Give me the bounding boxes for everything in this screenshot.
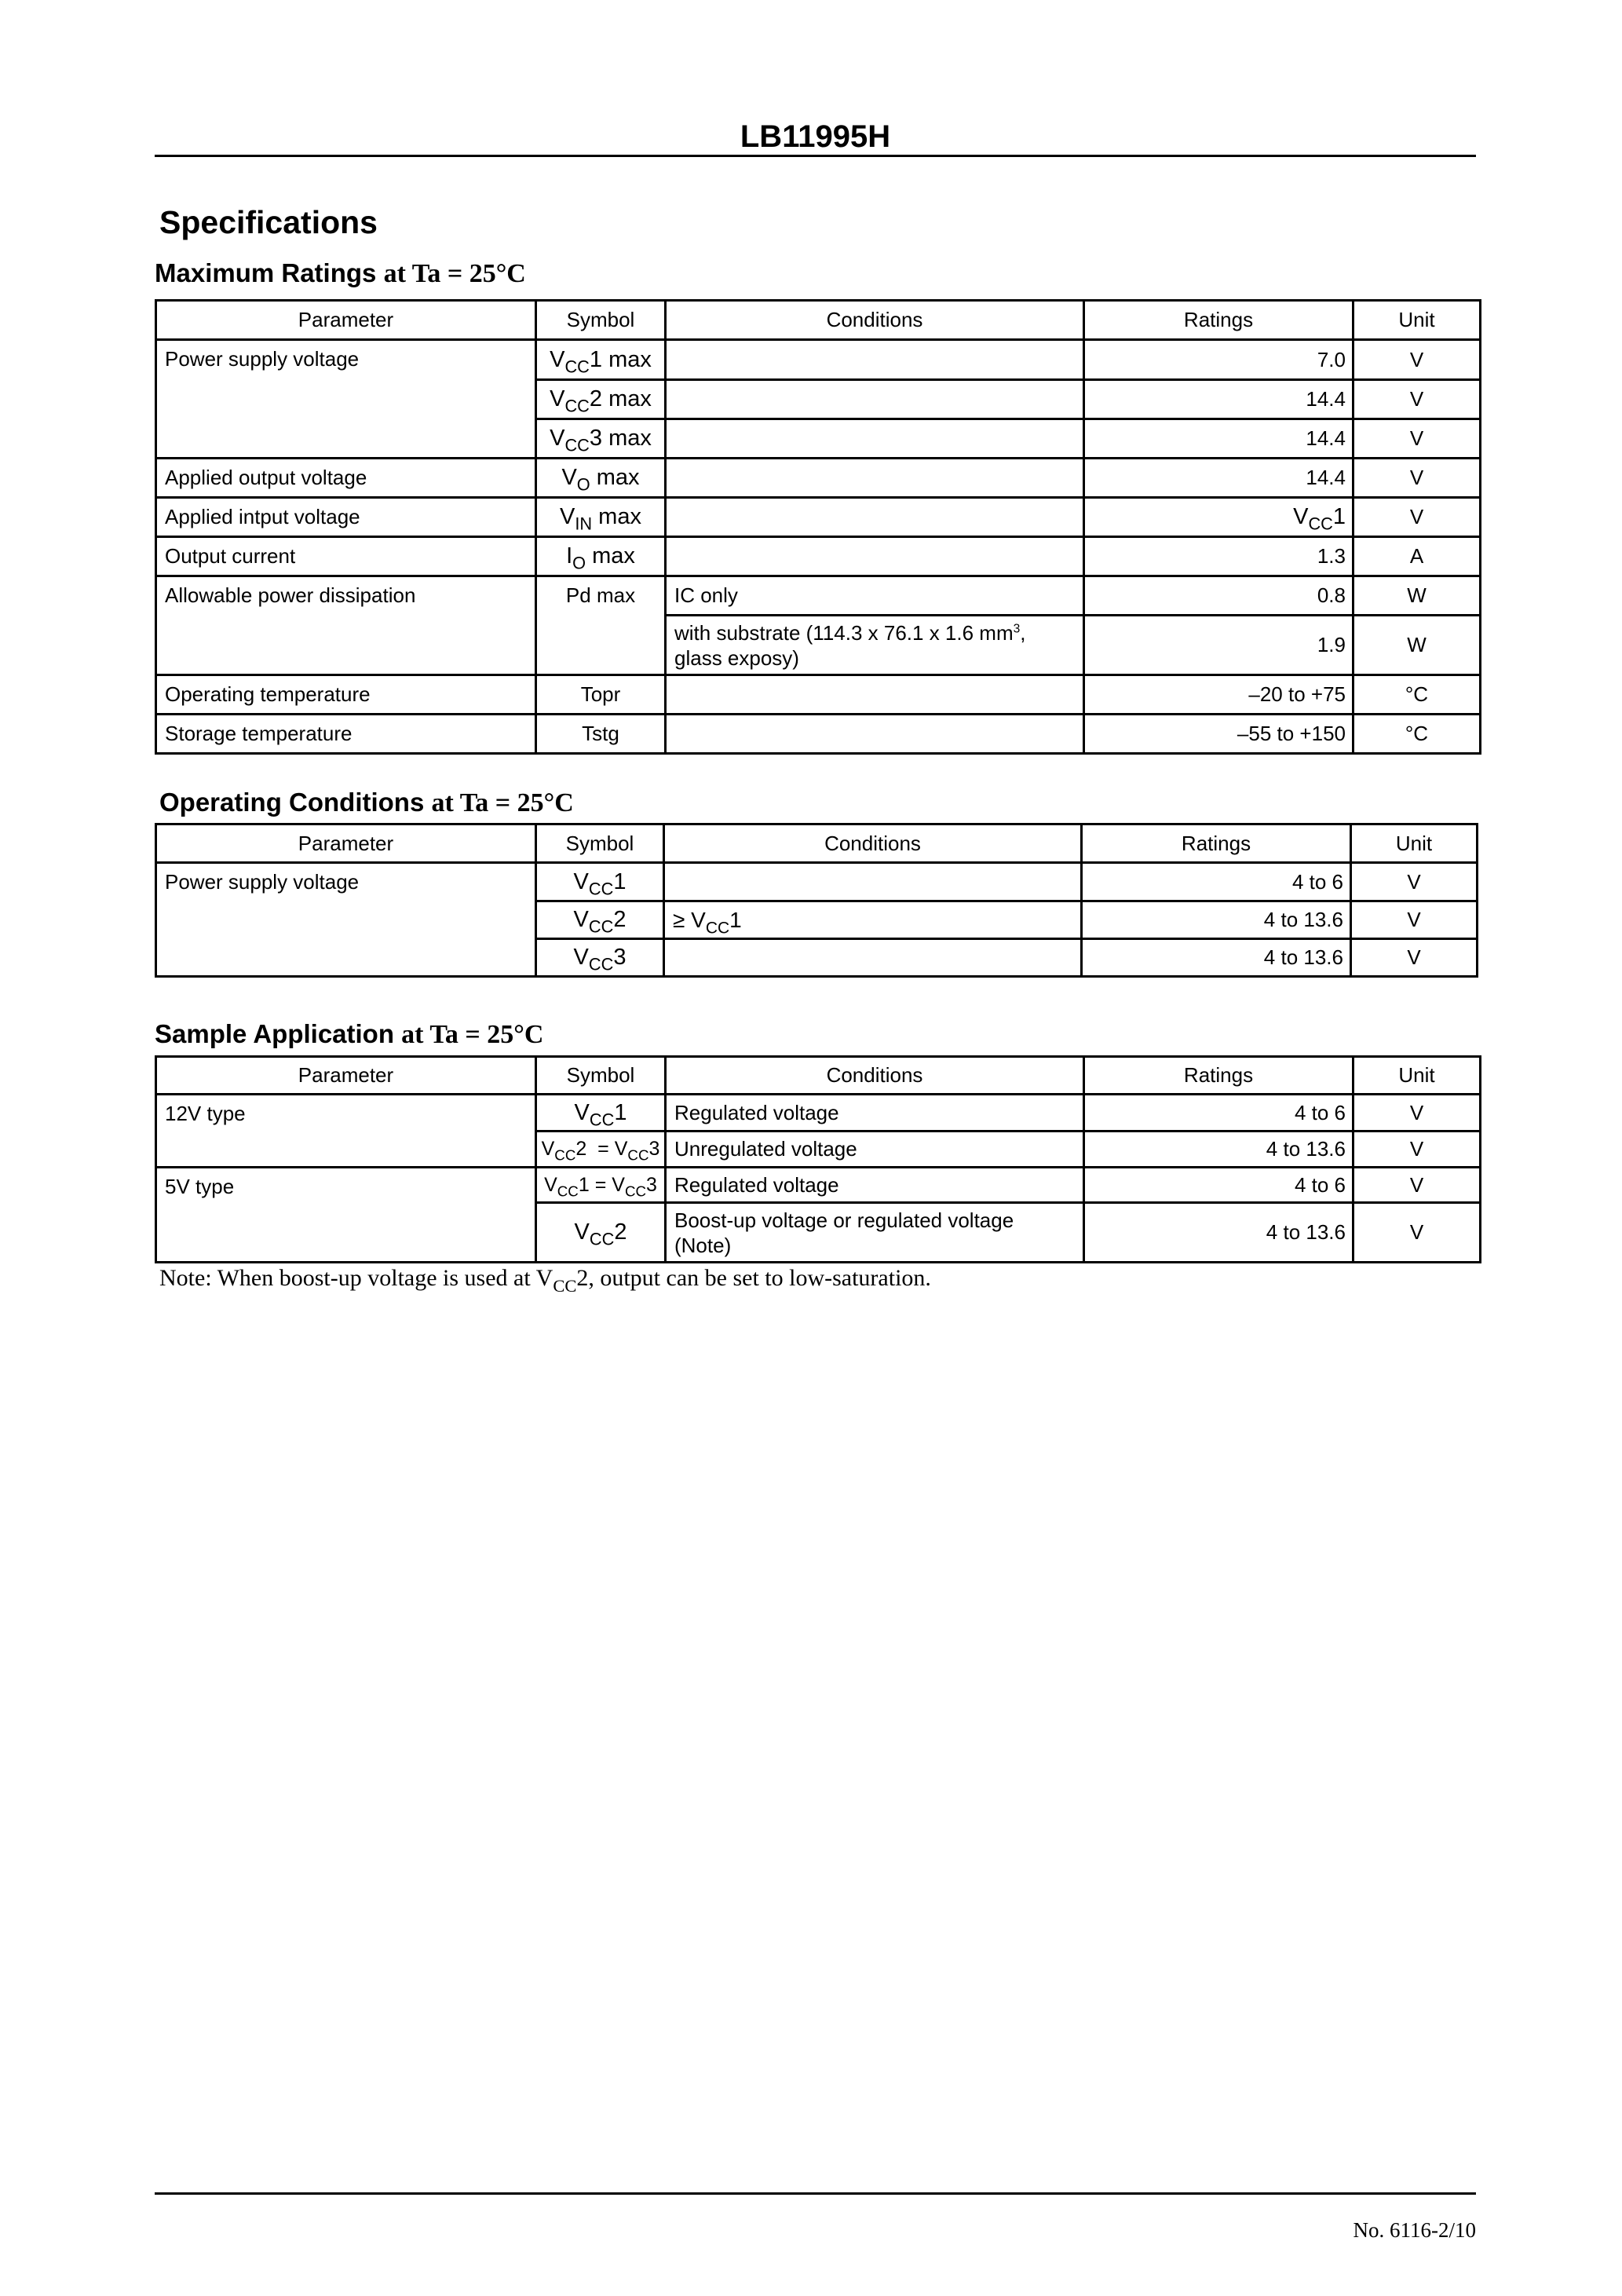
conditions-cell [666, 537, 1084, 576]
table-row [156, 1095, 1481, 1132]
rating-cell: 4 to 13.6 [1084, 1203, 1353, 1263]
parameter-cell: Applied output voltage [156, 459, 536, 498]
sample-application-heading [155, 1018, 543, 1051]
unit-cell: V [1353, 380, 1481, 419]
parameter-cell: Power supply voltage [156, 863, 536, 977]
symbol-cell: Tstg [536, 715, 666, 754]
rating-cell: 14.4 [1084, 380, 1353, 419]
column-header-parameter: Parameter [156, 824, 536, 863]
sample-application-title: Sample Application [155, 1019, 394, 1048]
max-ratings-heading [155, 258, 526, 290]
table-row [156, 715, 1481, 754]
conditions-cell: Unregulated voltage [666, 1132, 1084, 1168]
conditions-cell [666, 419, 1084, 459]
rating-cell: 1.3 [1084, 537, 1353, 576]
symbol-cell: $V_{CC}2$ [536, 901, 664, 939]
unit-cell: V [1353, 1168, 1481, 1203]
column-header-symbol: Symbol [536, 301, 666, 340]
operating-conditions-title: Operating Conditions [159, 788, 425, 817]
rating-cell: –55 to +150 [1084, 715, 1353, 754]
conditions-cell [666, 498, 1084, 537]
column-header-parameter: Parameter [156, 1057, 536, 1095]
unit-cell: V [1351, 901, 1478, 939]
conditions-cell [666, 340, 1084, 380]
unit-cell: V [1353, 340, 1481, 380]
unit-cell: V [1353, 419, 1481, 459]
symbol-cell: $V_{CC}2 = V_{CC}3$ [536, 1132, 666, 1168]
page-number: No. 6116-2/10 [1353, 2218, 1476, 2242]
conditions-cell [666, 675, 1084, 715]
rating-cell: 1.9 [1084, 616, 1353, 675]
unit-cell: V [1351, 863, 1478, 901]
parameter-cell: Power supply voltage [156, 340, 536, 459]
table-header-row [156, 824, 1478, 863]
operating-conditions-condition: at Ta = 25°C [431, 788, 574, 817]
rating-cell: 4 to 13.6 [1082, 901, 1351, 939]
column-header-conditions: Conditions [666, 1057, 1084, 1095]
rating-cell: 7.0 [1084, 340, 1353, 380]
symbol-cell: $V_{CC}1$ [536, 863, 664, 901]
unit-cell: °C [1353, 675, 1481, 715]
table-row [156, 459, 1481, 498]
unit-cell: V [1351, 939, 1478, 977]
symbol-cell: $I_O$ max [536, 537, 666, 576]
column-header-symbol: Symbol [536, 1057, 666, 1095]
table-header-row [156, 301, 1481, 340]
conditions-cell: Regulated voltage [666, 1095, 1084, 1132]
rating-cell: 4 to 13.6 [1082, 939, 1351, 977]
footer-rule [155, 2192, 1476, 2195]
table-header-row [156, 1057, 1481, 1095]
conditions-cell: ≥ $V_{CC}1$ [664, 901, 1082, 939]
symbol-cell: Pd max [536, 576, 666, 675]
rating-cell: 4 to 13.6 [1084, 1132, 1353, 1168]
conditions-cell [664, 863, 1082, 901]
table-row [156, 863, 1478, 901]
rating-cell: 14.4 [1084, 419, 1353, 459]
symbol-cell: $V_{IN}$ max [536, 498, 666, 537]
unit-cell: V [1353, 1095, 1481, 1132]
rating-cell: 4 to 6 [1084, 1095, 1353, 1132]
conditions-cell [666, 459, 1084, 498]
parameter-cell: 12V type [156, 1095, 536, 1168]
table-row [156, 576, 1481, 616]
conditions-cell: with substrate (114.3 x 76.1 x 1.6 $mm^3$, glass exposy) [666, 616, 1084, 675]
table-row [156, 537, 1481, 576]
rating-cell: 4 to 6 [1082, 863, 1351, 901]
sample-application-condition: at Ta = 25°C [401, 1020, 544, 1049]
rating-cell: 14.4 [1084, 459, 1353, 498]
conditions-cell: Regulated voltage [666, 1168, 1084, 1203]
symbol-cell: $V_{CC}1$ max [536, 340, 666, 380]
symbol-cell: $V_{CC}1 = V_{CC}3$ [536, 1168, 666, 1203]
footnote: Note: When boost-up voltage is used at $V_{CC}2$, output can be set to low-saturation. [159, 1265, 931, 1296]
column-header-unit: Unit [1353, 1057, 1481, 1095]
unit-cell: V [1353, 1203, 1481, 1263]
parameter-cell: Storage temperature [156, 715, 536, 754]
max-ratings-condition: at Ta = 25°C [383, 259, 526, 288]
operating-conditions-heading [159, 787, 574, 819]
parameter-cell: Allowable power dissipation [156, 576, 536, 675]
unit-cell: A [1353, 537, 1481, 576]
column-header-parameter: Parameter [156, 301, 536, 340]
column-header-symbol: Symbol [536, 824, 664, 863]
rating-cell: 0.8 [1084, 576, 1353, 616]
column-header-conditions: Conditions [664, 824, 1082, 863]
symbol-cell: $V_{CC}3$ [536, 939, 664, 977]
conditions-cell: IC only [666, 576, 1084, 616]
unit-cell: V [1353, 498, 1481, 537]
conditions-cell: Boost-up voltage or regulated voltage (Note) [666, 1203, 1084, 1263]
sample-application-table [155, 1055, 1481, 1263]
document-title: LB11995H [740, 119, 891, 154]
unit-cell: V [1353, 459, 1481, 498]
header-rule [155, 155, 1476, 157]
table-row [156, 498, 1481, 537]
rating-cell: $V_{CC}1$ [1084, 498, 1353, 537]
column-header-ratings: Ratings [1084, 301, 1353, 340]
conditions-cell [666, 380, 1084, 419]
symbol-cell: Topr [536, 675, 666, 715]
table-row [156, 1168, 1481, 1203]
parameter-cell: Operating temperature [156, 675, 536, 715]
unit-cell: V [1353, 1132, 1481, 1168]
unit-cell: W [1353, 616, 1481, 675]
specifications-heading: Specifications [159, 204, 378, 240]
conditions-cell [664, 939, 1082, 977]
parameter-cell: Applied intput voltage [156, 498, 536, 537]
max-ratings-title: Maximum Ratings [155, 258, 377, 287]
symbol-cell: $V_O$ max [536, 459, 666, 498]
conditions-cell [666, 715, 1084, 754]
symbol-cell: $V_{CC}2$ [536, 1203, 666, 1263]
column-header-ratings: Ratings [1082, 824, 1351, 863]
column-header-conditions: Conditions [666, 301, 1084, 340]
column-header-unit: Unit [1353, 301, 1481, 340]
symbol-cell: $V_{CC}2$ max [536, 380, 666, 419]
column-header-ratings: Ratings [1084, 1057, 1353, 1095]
operating-conditions-table [155, 823, 1478, 978]
table-row [156, 675, 1481, 715]
parameter-cell: 5V type [156, 1168, 536, 1263]
symbol-cell: $V_{CC}1$ [536, 1095, 666, 1132]
symbol-cell: $V_{CC}3$ max [536, 419, 666, 459]
table-row [156, 340, 1481, 380]
unit-cell: °C [1353, 715, 1481, 754]
unit-cell: W [1353, 576, 1481, 616]
max-ratings-table [155, 299, 1481, 755]
column-header-unit: Unit [1351, 824, 1478, 863]
parameter-cell: Output current [156, 537, 536, 576]
rating-cell: –20 to +75 [1084, 675, 1353, 715]
rating-cell: 4 to 6 [1084, 1168, 1353, 1203]
